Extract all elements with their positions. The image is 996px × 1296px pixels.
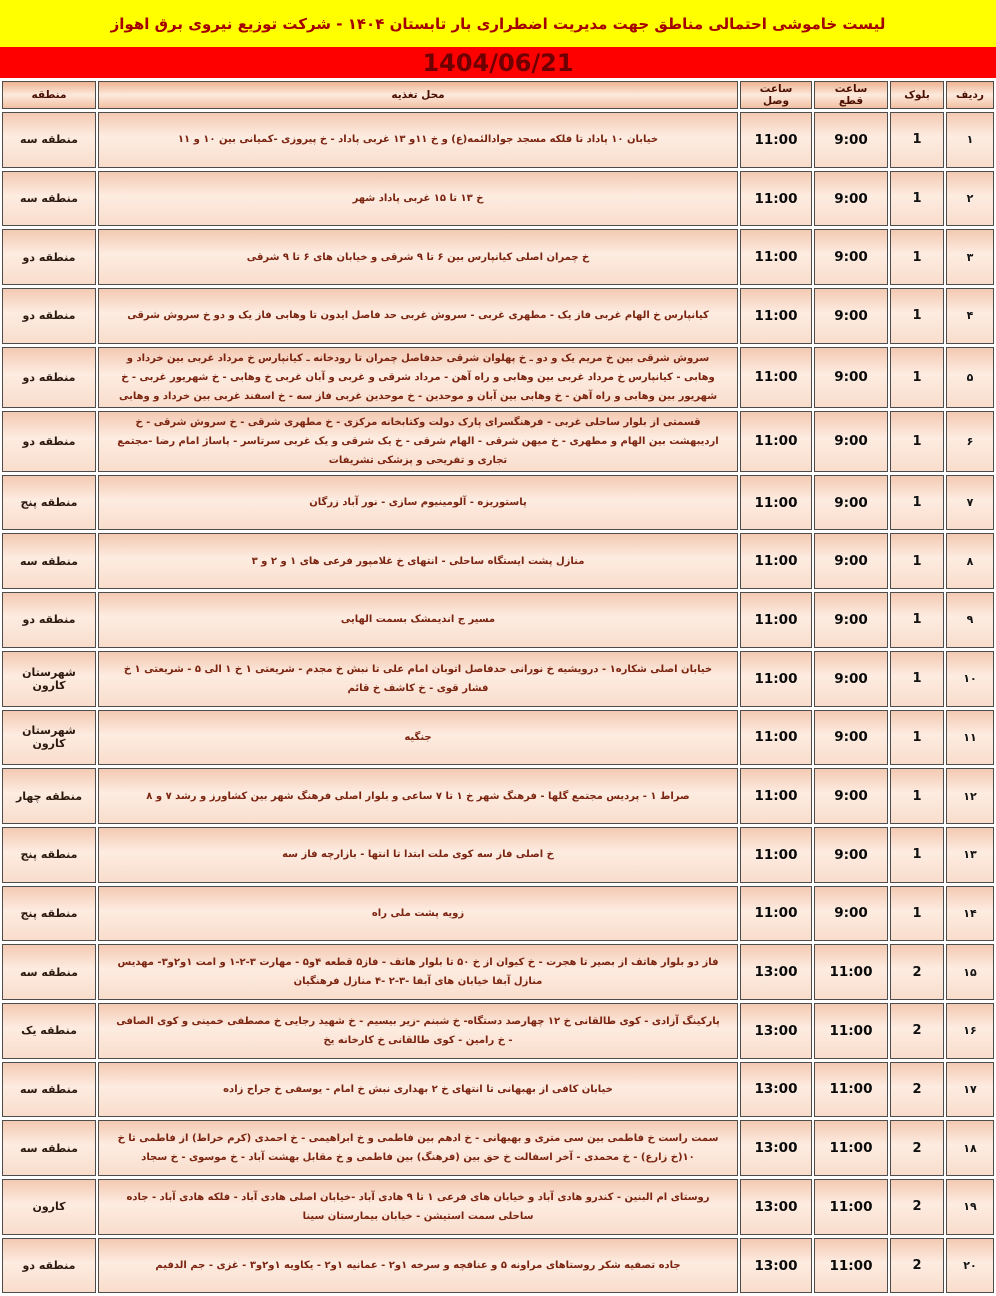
cut-time-cell: 9:00 — [814, 112, 888, 168]
cut-time-cell: 11:00 — [814, 1062, 888, 1118]
table-row — [2, 1238, 994, 1294]
row-number-cell: ۱۶ — [946, 1003, 994, 1059]
reconnect-time-cell: 13:00 — [740, 1062, 812, 1118]
cut-time-cell: 9:00 — [814, 768, 888, 824]
region-cell: منطقه سه — [2, 533, 96, 589]
table-row — [2, 592, 994, 648]
block-cell: 1 — [890, 533, 944, 589]
cut-time-cell: 11:00 — [814, 1179, 888, 1235]
row-number-cell: ۱۸ — [946, 1120, 994, 1176]
reconnect-time-cell: 11:00 — [740, 171, 812, 227]
table-row — [2, 710, 994, 766]
feeding-location-cell: قسمتی از بلوار ساحلی غربی - فرهنگسرای پارک دولت وکتابخانه مرکزی - خ مطهری شرقی - خ سروش شرقی - خ اردیبهشت بین الهام و مطهری - خ میهن شرقی - الهام شرقی - خ یک شرقی و یک غربی سرتاسر - پاساژ امام رضا -مجتمع تجاری و تفریحی و پزشکی تشریفات — [98, 411, 738, 472]
reconnect-time-cell: 11:00 — [740, 112, 812, 168]
date-text: 1404/06/21 — [422, 48, 574, 77]
row-number-cell: ۱۹ — [946, 1179, 994, 1235]
feeding-location-cell: صراط ۱ - پردیس مجتمع گلها - فرهنگ شهر خ ۱ تا ۷ ساعی و بلوار اصلی فرهنگ شهر بین کشاورز و رشد ۷ و ۸ — [98, 768, 738, 824]
cut-time-cell: 9:00 — [814, 229, 888, 285]
row-number-cell: ۹ — [946, 592, 994, 648]
cut-time-cell: 11:00 — [814, 944, 888, 1000]
cut-time-cell: 9:00 — [814, 710, 888, 766]
date-bar — [0, 47, 996, 78]
reconnect-time-cell: 13:00 — [740, 1238, 812, 1294]
feeding-location-cell: سروش شرقی بین خ مریم یک و دو ـ خ پهلوان شرقی حدفاصل چمران تا رودخانه ـ کیانپارس خ مرداد غربی بین خرداد و وهابی - کیانپارس خ مرداد غربی بین وهابی و راه آهن - مرداد شرقی و غربی و آبان غربی خ وهابی - خ شهریور غربی - خ شهریور بین وهابی و راه آهن - خ وهابی بین آبان و موحدین - خ موحدین غربی فاز سه - خ اسفند غربی بین خرداد و وهابی — [98, 347, 738, 408]
feeding-location-cell: خ ۱۳ تا ۱۵ غربی پاداد شهر — [98, 171, 738, 227]
cut-time-cell: 9:00 — [814, 533, 888, 589]
block-cell: 2 — [890, 1238, 944, 1294]
reconnect-time-cell: 13:00 — [740, 1003, 812, 1059]
col-header-row-number: ردیف — [946, 81, 994, 109]
table-row — [2, 347, 994, 408]
region-cell: منطقه سه — [2, 944, 96, 1000]
region-cell: منطقه سه — [2, 112, 96, 168]
col-header-region: منطقه — [2, 81, 96, 109]
row-number-cell: ۱۱ — [946, 710, 994, 766]
region-cell: شهرستان کارون — [2, 651, 96, 707]
region-cell: منطقه سه — [2, 1120, 96, 1176]
table-row — [2, 651, 994, 707]
table-row — [2, 411, 994, 472]
cut-time-cell: 9:00 — [814, 288, 888, 344]
reconnect-time-cell: 11:00 — [740, 411, 812, 472]
region-cell: منطقه پنج — [2, 475, 96, 531]
table-row — [2, 288, 994, 344]
region-cell: شهرستان کارون — [2, 710, 96, 766]
col-header-feeding-location: محل تغذیه — [98, 81, 738, 109]
table-row — [2, 171, 994, 227]
feeding-location-cell: جنگیه — [98, 710, 738, 766]
reconnect-time-cell: 13:00 — [740, 1120, 812, 1176]
reconnect-time-cell: 11:00 — [740, 768, 812, 824]
col-header-block: بلوک — [890, 81, 944, 109]
feeding-location-cell: پاستوریزه - آلومینیوم سازی - نور آباد زرگان — [98, 475, 738, 531]
feeding-location-cell: خیابان ۱۰ پاداد تا فلکه مسجد جوادالئمه(ع) و خ ۱۱و ۱۳ غربی پاداد - خ پیروزی -کمیانی بین ۱۰ و ۱۱ — [98, 112, 738, 168]
cut-time-cell: 9:00 — [814, 171, 888, 227]
reconnect-time-cell: 11:00 — [740, 288, 812, 344]
region-cell: منطقه پنج — [2, 827, 96, 883]
feeding-location-cell: خ اصلی فاز سه کوی ملت ابتدا تا انتها - بازارچه فاز سه — [98, 827, 738, 883]
feeding-location-cell: زویه پشت ملی راه — [98, 886, 738, 942]
feeding-location-cell: پارکینگ آزادی - کوی طالقانی خ ۱۲ چهارصد دستگاه- خ شبنم -زیر بیسیم - خ شهید رجایی خ مصطفی خمینی و کوی الصافی - خ رامین - کوی طالقانی خ کارخانه یخ — [98, 1003, 738, 1059]
table-header-row — [2, 81, 994, 109]
table-row — [2, 886, 994, 942]
block-cell: 2 — [890, 1062, 944, 1118]
cut-time-cell: 9:00 — [814, 592, 888, 648]
feeding-location-cell: خیابان اصلی شکاره۱ - درویشیه خ نورانی حدفاصل اتوبان امام علی تا نبش خ مجدم - شریعتی ۱ خ ۱ الی ۵ - شریعتی ۱ خ فشار قوی - خ کاشف خ قائم — [98, 651, 738, 707]
col-header-cut-time: ساعت قطع — [814, 81, 888, 109]
row-number-cell: ۷ — [946, 475, 994, 531]
reconnect-time-cell: 11:00 — [740, 827, 812, 883]
row-number-cell: ۱۴ — [946, 886, 994, 942]
row-number-cell: ۸ — [946, 533, 994, 589]
block-cell: 1 — [890, 112, 944, 168]
reconnect-time-cell: 11:00 — [740, 347, 812, 408]
reconnect-time-cell: 11:00 — [740, 475, 812, 531]
region-cell: کارون — [2, 1179, 96, 1235]
block-cell: 1 — [890, 592, 944, 648]
cut-time-cell: 9:00 — [814, 651, 888, 707]
row-number-cell: ۲۰ — [946, 1238, 994, 1294]
region-cell: منطقه دو — [2, 1238, 96, 1294]
table-row — [2, 1003, 994, 1059]
row-number-cell: ۵ — [946, 347, 994, 408]
row-number-cell: ۱۳ — [946, 827, 994, 883]
feeding-location-cell: فاز دو بلوار هاتف از بصیر تا هجرت - خ کیوان از خ ۵۰ تا بلوار هاتف - فاز۵ قطعه ۴و۵ - مهارت ۳-۲-۱ و امت ۱و۲و۳- مهدیس منازل آبفا خیابان های آبفا -۳-۲ -۴ منازل فرهنگیان — [98, 944, 738, 1000]
block-cell: 1 — [890, 651, 944, 707]
table-row — [2, 827, 994, 883]
row-number-cell: ۱ — [946, 112, 994, 168]
region-cell: منطقه دو — [2, 288, 96, 344]
table-row — [2, 1120, 994, 1176]
reconnect-time-cell: 11:00 — [740, 229, 812, 285]
table-row — [2, 1062, 994, 1118]
table-row — [2, 475, 994, 531]
region-cell: منطقه پنج — [2, 886, 96, 942]
table-row — [2, 533, 994, 589]
block-cell: 1 — [890, 827, 944, 883]
reconnect-time-cell: 11:00 — [740, 651, 812, 707]
region-cell: منطقه دو — [2, 229, 96, 285]
block-cell: 2 — [890, 1179, 944, 1235]
table-row — [2, 944, 994, 1000]
block-cell: 1 — [890, 768, 944, 824]
cut-time-cell: 9:00 — [814, 411, 888, 472]
region-cell: منطقه دو — [2, 347, 96, 408]
region-cell: منطقه دو — [2, 592, 96, 648]
row-number-cell: ۱۰ — [946, 651, 994, 707]
reconnect-time-cell: 11:00 — [740, 886, 812, 942]
cut-time-cell: 11:00 — [814, 1003, 888, 1059]
feeding-location-cell: روستای ام البنین - کندرو هادی آباد و خیابان های فرعی ۱ تا ۹ هادی آباد -خیابان اصلی هادی آباد - فلکه هادی آباد - جاده ساحلی سمت استیشن - خیابان بیمارستان سینا — [98, 1179, 738, 1235]
block-cell: 1 — [890, 886, 944, 942]
row-number-cell: ۱۵ — [946, 944, 994, 1000]
row-number-cell: ۱۲ — [946, 768, 994, 824]
block-cell: 2 — [890, 1003, 944, 1059]
reconnect-time-cell: 11:00 — [740, 592, 812, 648]
table-row — [2, 768, 994, 824]
row-number-cell: ۲ — [946, 171, 994, 227]
block-cell: 1 — [890, 411, 944, 472]
block-cell: 1 — [890, 171, 944, 227]
cut-time-cell: 11:00 — [814, 1120, 888, 1176]
row-number-cell: ۶ — [946, 411, 994, 472]
table-row — [2, 112, 994, 168]
region-cell: منطقه چهار — [2, 768, 96, 824]
row-number-cell: ۱۷ — [946, 1062, 994, 1118]
block-cell: 2 — [890, 1120, 944, 1176]
region-cell: منطقه سه — [2, 1062, 96, 1118]
page-title: لیست خاموشی احتمالی مناطق جهت مدیریت اضطراری بار تابستان ۱۴۰۴ - شرکت توزیع نیروی برق اهواز — [110, 14, 886, 33]
block-cell: 1 — [890, 229, 944, 285]
feeding-location-cell: سمت راست خ فاطمی بین سی متری و بهبهانی - خ ادهم بین فاطمی و خ ابراهیمی - خ احمدی (کرم خراط) از فاطمی تا خ ۱۰(خ زارع) - خ محمدی - آخر اسفالت خ حق بین (فرهنگ) بین فاطمی و خ مقابل بهشت آباد - خ موسوی - خ سجاد — [98, 1120, 738, 1176]
reconnect-time-cell: 11:00 — [740, 710, 812, 766]
feeding-location-cell: منازل پشت ایستگاه ساحلی - انتهای خ غلامپور فرعی های ۱ و ۲ و ۳ — [98, 533, 738, 589]
reconnect-time-cell: 11:00 — [740, 533, 812, 589]
block-cell: 1 — [890, 710, 944, 766]
row-number-cell: ۴ — [946, 288, 994, 344]
region-cell: منطقه سه — [2, 171, 96, 227]
block-cell: 1 — [890, 288, 944, 344]
cut-time-cell: 9:00 — [814, 347, 888, 408]
reconnect-time-cell: 13:00 — [740, 944, 812, 1000]
title-bar — [0, 0, 996, 47]
cut-time-cell: 11:00 — [814, 1238, 888, 1294]
table-row — [2, 1179, 994, 1235]
block-cell: 1 — [890, 347, 944, 408]
feeding-location-cell: خیابان کافی از بهبهانی تا انتهای خ ۲ بهداری نبش خ امام - یوسفی خ جراح زاده — [98, 1062, 738, 1118]
reconnect-time-cell: 13:00 — [740, 1179, 812, 1235]
feeding-location-cell: مسیر ج اندیمشک بسمت الهایی — [98, 592, 738, 648]
feeding-location-cell: کیانپارس خ الهام غربی فاز یک - مطهری غربی - سروش غربی حد فاصل ایدون تا وهابی فاز یک و دو خ سروش شرقی — [98, 288, 738, 344]
feeding-location-cell: خ چمران اصلی کیانپارس بین ۶ تا ۹ شرقی و خیابان های ۶ تا ۹ شرقی — [98, 229, 738, 285]
row-number-cell: ۳ — [946, 229, 994, 285]
outage-table — [0, 78, 996, 1296]
cut-time-cell: 9:00 — [814, 827, 888, 883]
region-cell: منطقه دو — [2, 411, 96, 472]
block-cell: 2 — [890, 944, 944, 1000]
cut-time-cell: 9:00 — [814, 475, 888, 531]
cut-time-cell: 9:00 — [814, 886, 888, 942]
block-cell: 1 — [890, 475, 944, 531]
table-row — [2, 229, 994, 285]
region-cell: منطقه یک — [2, 1003, 96, 1059]
feeding-location-cell: جاده تصفیه شکر روستاهای مراونه ۵ و عنافچه و سرخه ۱و۲ - عمانیه ۱و۲ - یکاویه ۱و۲و۳ - غزی - جم الدفیم — [98, 1238, 738, 1294]
col-header-reconnect-time: ساعت وصل — [740, 81, 812, 109]
